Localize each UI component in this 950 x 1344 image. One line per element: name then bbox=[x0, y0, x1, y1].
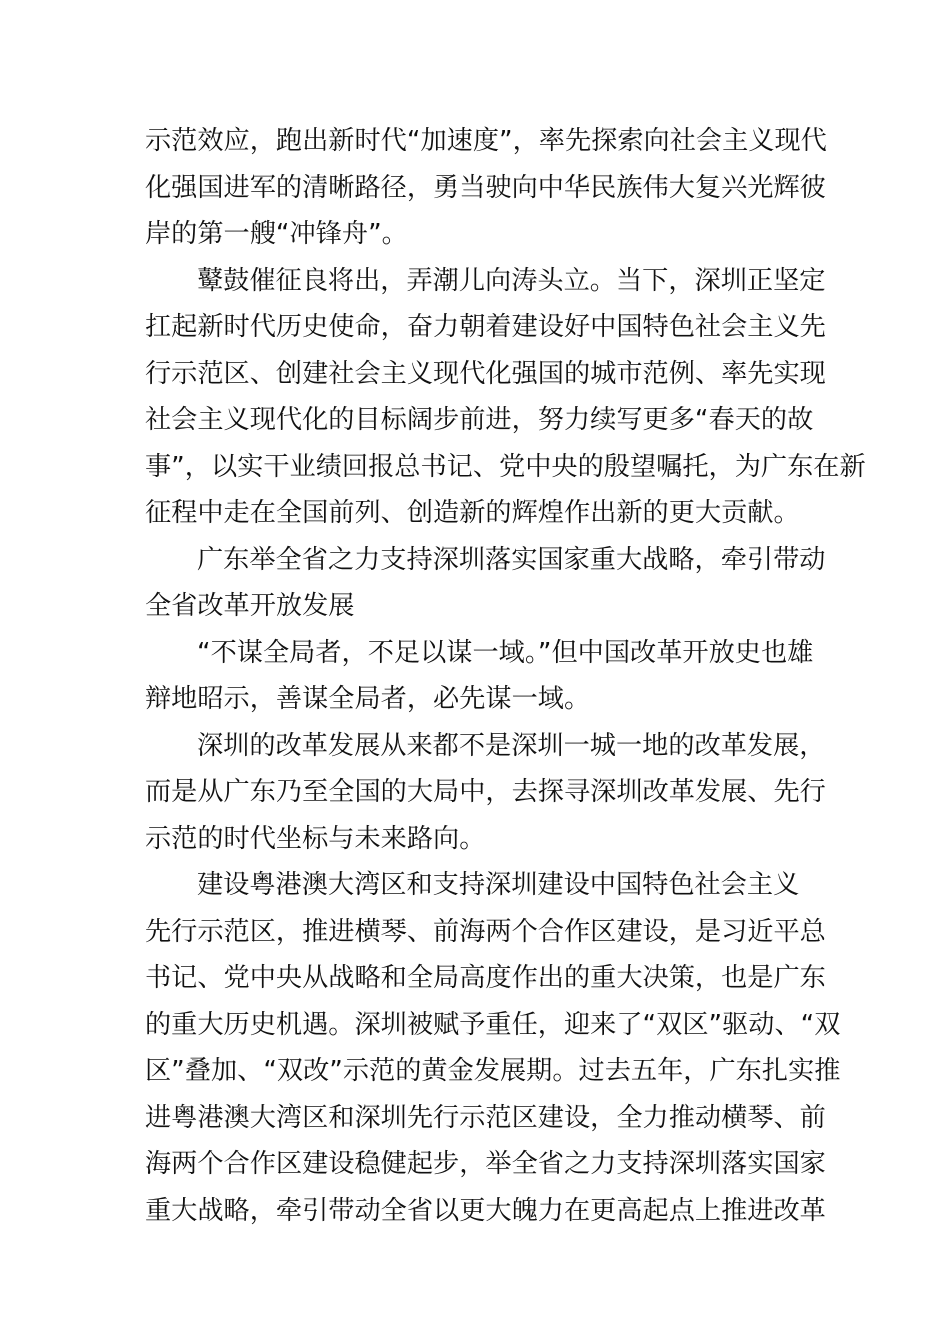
text-line: 辩地昭示，善谋全局者，必先谋一域。 bbox=[145, 684, 591, 714]
section-heading-line: 广东举全省之力支持深圳落实国家重大战略，牵引带动 bbox=[197, 544, 826, 575]
text-line: 征程中走在全国前列、创造新的辉煌作出新的更大贡献。 bbox=[145, 498, 800, 528]
text-line: 示范效应，跑出新时代“加速度”，率先探索向社会主义现代 bbox=[145, 126, 827, 156]
text-line: 重大战略，牵引带动全省以更大魄力在更高起点上推进改革 bbox=[145, 1195, 826, 1226]
text-line: 化强国进军的清晰路径，勇当驶向中华民族伟大复兴光辉彼 bbox=[145, 172, 826, 203]
text-line: 书记、党中央从战略和全局高度作出的重大决策，也是广东 bbox=[145, 963, 826, 993]
text-line: 海两个合作区建设稳健起步，举全省之力支持深圳落实国家 bbox=[145, 1149, 826, 1179]
paragraph-first-line: “不谋全局者，不足以谋一域。”但中国改革开放史也雄 bbox=[197, 637, 814, 668]
paragraph-first-line: 建设粤港澳大湾区和支持深圳建设中国特色社会主义 bbox=[197, 870, 800, 900]
text-line: 事”，以实干业绩回报总书记、党中央的殷望嘱托，为广东在新 bbox=[145, 451, 866, 482]
text-line: 先行示范区，推进横琴、前海两个合作区建设，是习近平总 bbox=[145, 916, 826, 947]
text-line: 进粤港澳大湾区和深圳先行示范区建设，全力推动横琴、前 bbox=[145, 1102, 826, 1133]
text-line: 而是从广东乃至全国的大局中，去探寻深圳改革发展、先行 bbox=[145, 777, 826, 807]
text-line: 扛起新时代历史使命，奋力朝着建设好中国特色社会主义先 bbox=[145, 312, 826, 342]
text-line: 社会主义现代化的目标阔步前进，努力续写更多“春天的故 bbox=[145, 405, 814, 435]
paragraph-first-line: 深圳的改革发展从来都不是深圳一城一地的改革发展， bbox=[197, 730, 826, 761]
text-line: 区”叠加、“双改”示范的黄金发展期。过去五年，广东扎实推 bbox=[145, 1056, 841, 1086]
section-heading-line: 全省改革开放发展 bbox=[145, 591, 355, 621]
text-line: 岸的第一艘“冲锋舟”。 bbox=[145, 219, 408, 249]
paragraph-first-line: 鼙鼓催征良将出，弄潮儿向涛头立。当下，深圳正坚定 bbox=[197, 265, 826, 296]
text-line: 的重大历史机遇。深圳被赋予重任，迎来了“双区”驱动、“双 bbox=[145, 1009, 841, 1040]
document-body bbox=[145, 118, 866, 1234]
text-line: 行示范区、创建社会主义现代化强国的城市范例、率先实现 bbox=[145, 358, 826, 389]
text-line: 示范的时代坐标与未来路向。 bbox=[145, 823, 486, 854]
